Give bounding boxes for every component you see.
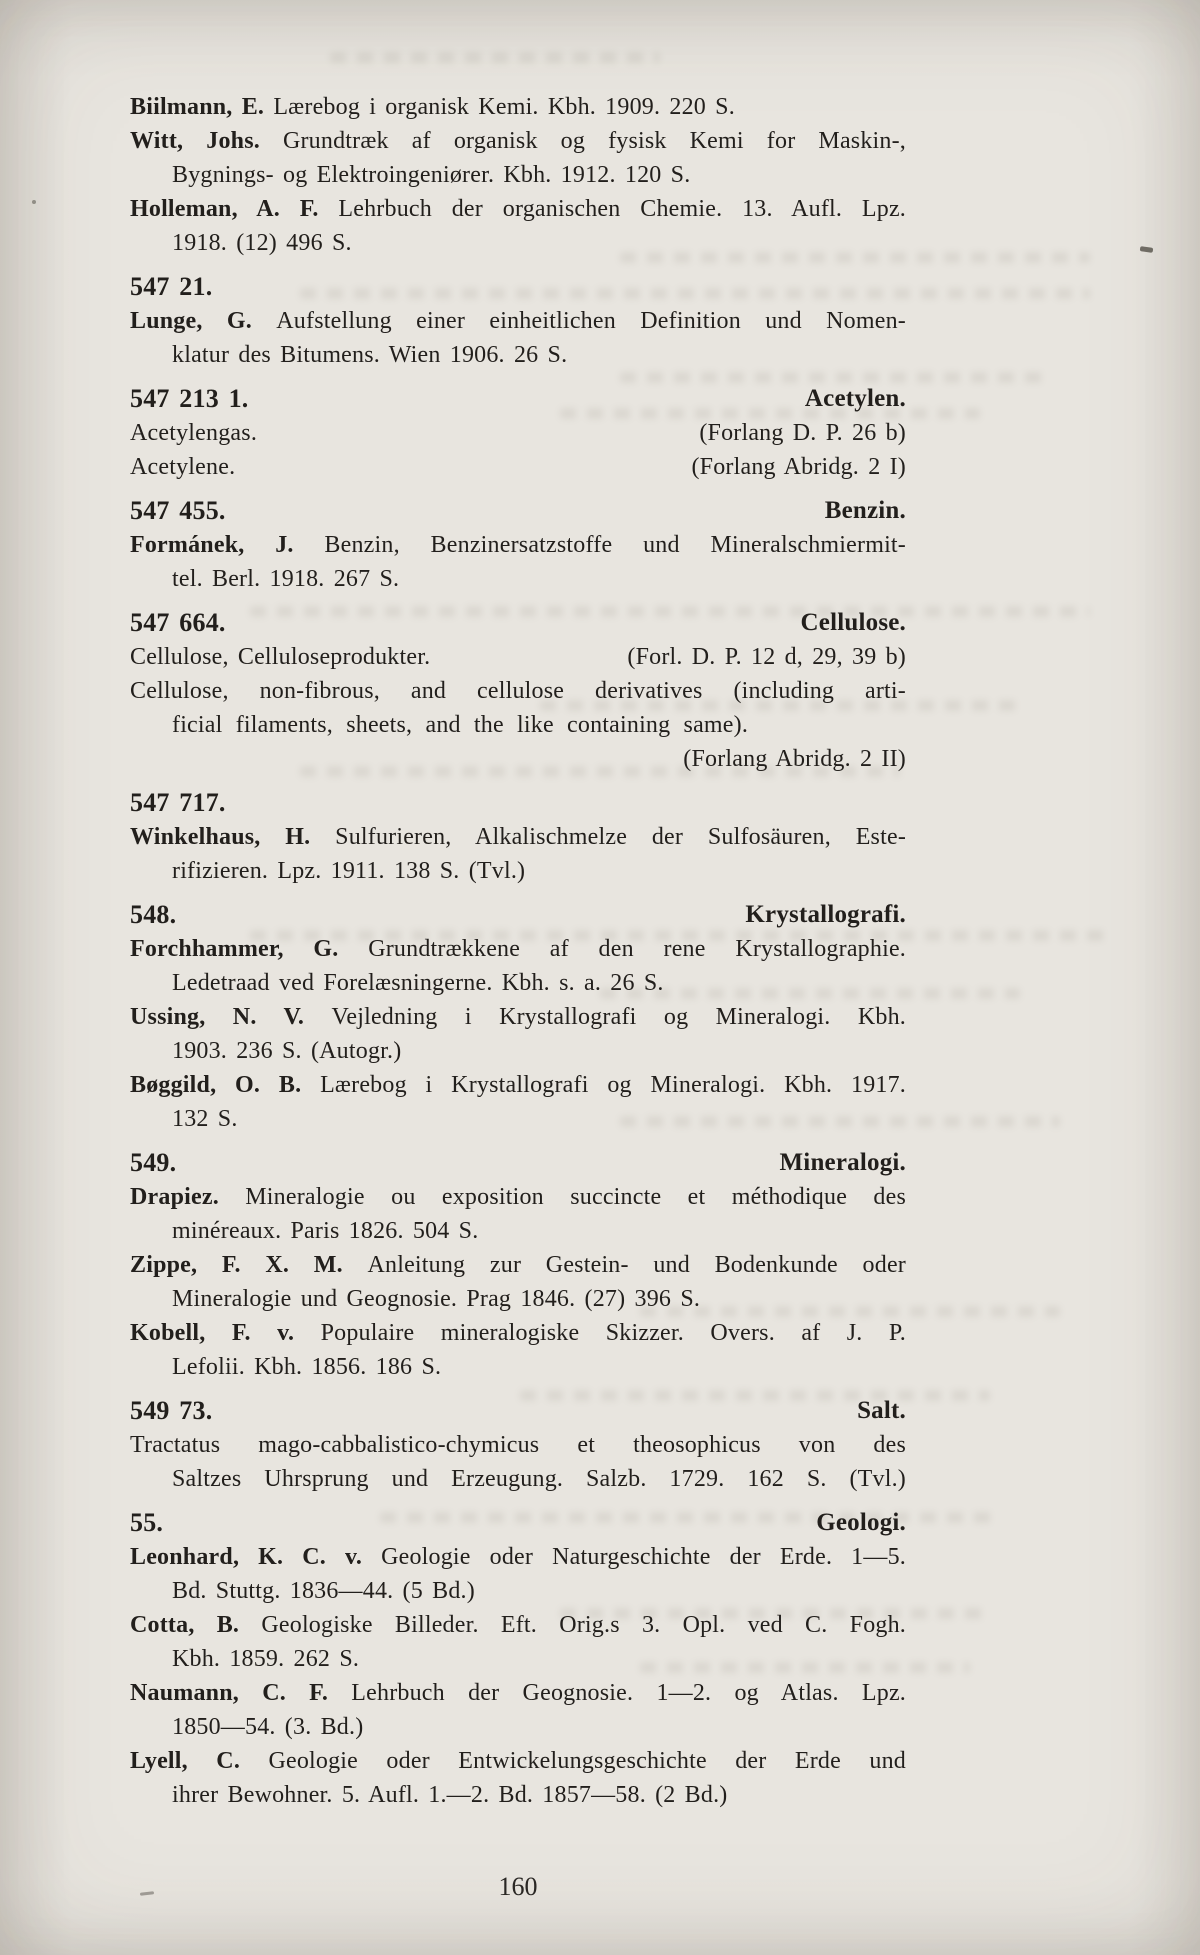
- entry-author: Witt, Johs.: [130, 128, 283, 154]
- bibliography-line: [130, 1428, 906, 1462]
- category-heading: Benzin.: [824, 497, 906, 524]
- scan-speck: [32, 200, 36, 204]
- classification-line: [130, 270, 906, 304]
- bibliography-line: [130, 640, 906, 674]
- classification-number: 547 455.: [130, 496, 226, 525]
- entry-text: Lærebog i Krystallografi og Mineralogi. Kbh. 1917.: [320, 1072, 907, 1098]
- entry-author: Leonhard, K. C. v.: [130, 1544, 382, 1570]
- entry-text: Geologie oder Entwickelungsgeschichte der Erde und: [268, 1748, 906, 1774]
- classification-line: [130, 606, 906, 640]
- entry-text: 1918. (12) 496 S.: [172, 230, 352, 256]
- entry-text: tel. Berl. 1918. 267 S.: [172, 566, 400, 592]
- entry-text: Geologiske Billeder. Eft. Orig.s 3. Opl. ved C. Fogh.: [261, 1612, 907, 1638]
- bibliography-line: [130, 90, 906, 124]
- entry-text: Bd. Stuttg. 1836—44. (5 Bd.): [172, 1578, 475, 1604]
- entry-text: ficial filaments, sheets, and the like containing same).: [172, 712, 749, 738]
- bleed-through-ghost: [330, 52, 660, 63]
- bibliography-line: [130, 742, 906, 776]
- entry-author: Ussing, N. V.: [130, 1004, 332, 1030]
- entry-text: Kbh. 1859. 262 S.: [172, 1646, 360, 1672]
- entry-text: Grundtræk af organisk og fysisk Kemi for Maskin-,: [282, 128, 906, 154]
- classification-number: 547 717.: [130, 788, 226, 817]
- reference-note: (Forlang Abridg. 2 II): [683, 746, 906, 772]
- bibliography-line: [130, 1608, 906, 1642]
- entry-text: Benzin, Benzinersatzstoffe und Mineralschmiermit-: [324, 532, 906, 558]
- entry-text: ihrer Bewohner. 5. Aufl. 1.—2. Bd. 1857—58. (2 Bd.): [172, 1782, 728, 1808]
- bibliography-line: [130, 1462, 906, 1496]
- bibliography-line: [130, 966, 906, 1000]
- classification-line: [130, 786, 906, 820]
- classification-line: [130, 898, 906, 932]
- bibliography-line: [130, 854, 906, 888]
- entry-text: Cellulose, Celluloseprodukter.: [130, 644, 431, 670]
- bibliography-line: [130, 1248, 906, 1282]
- bibliography-line: [130, 528, 906, 562]
- entry-author: Forchhammer, G.: [130, 936, 369, 962]
- entry-text: Geologie oder Naturgeschichte der Erde. 1—5.: [381, 1544, 906, 1570]
- scan-speck: [1140, 246, 1154, 253]
- bibliography-line: [130, 1214, 906, 1248]
- bibliography-line: [130, 124, 906, 158]
- entry-author: Drapiez.: [130, 1184, 246, 1210]
- bibliography-text-block: [130, 90, 906, 1812]
- classification-number: 547 213 1.: [130, 384, 249, 413]
- classification-number: 549 73.: [130, 1396, 213, 1425]
- bibliography-line: [130, 1102, 906, 1136]
- entry-author: Lunge, G.: [130, 308, 277, 334]
- bibliography-line: [130, 1350, 906, 1384]
- category-heading: Salt.: [857, 1397, 906, 1424]
- entry-author: Cotta, B.: [130, 1612, 262, 1638]
- bibliography-line: [130, 416, 906, 450]
- entry-text: Acetylene.: [130, 454, 236, 480]
- entry-text: Mineralogie ou exposition succincte et méthodique des: [245, 1184, 906, 1210]
- category-heading: Acetylen.: [804, 385, 906, 412]
- entry-text: Lehrbuch der Geognosie. 1—2. og Atlas. Lpz.: [351, 1680, 907, 1706]
- bibliography-line: [130, 226, 906, 260]
- entry-text: Saltzes Uhrsprung und Erzeugung. Salzb. 1729. 162 S. (Tvl.): [172, 1466, 906, 1492]
- entry-text: Ledetraad ved Forelæsningerne. Kbh. s. a. 26 S.: [172, 970, 664, 996]
- classification-line: [130, 1146, 906, 1180]
- entry-text: 1850—54. (3. Bd.): [172, 1714, 364, 1740]
- entry-author: Kobell, F. v.: [130, 1320, 321, 1346]
- bibliography-line: [130, 932, 906, 966]
- bibliography-line: [130, 1316, 906, 1350]
- entry-text: 132 S.: [172, 1106, 238, 1132]
- entry-author: Bøggild, O. B.: [130, 1072, 321, 1098]
- bibliography-line: [130, 562, 906, 596]
- bibliography-line: [130, 1710, 906, 1744]
- entry-text: 1903. 236 S. (Autogr.): [172, 1038, 402, 1064]
- entry-text: Anleitung zur Gestein- und Bodenkunde oder: [367, 1252, 907, 1278]
- bibliography-line: [130, 1000, 906, 1034]
- entry-author: Biilmann, E.: [130, 94, 274, 120]
- entry-text: rifizieren. Lpz. 1911. 138 S. (Tvl.): [172, 858, 526, 884]
- entry-text: klatur des Bitumens. Wien 1906. 26 S.: [172, 342, 568, 368]
- reference-note: (Forlang Abridg. 2 I): [691, 454, 906, 480]
- entry-text: Aufstellung einer einheitlichen Definition und Nomen-: [276, 308, 906, 334]
- entry-text: Lærebog i organisk Kemi. Kbh. 1909. 220 S.: [273, 94, 735, 120]
- entry-author: Naumann, C. F.: [130, 1680, 352, 1706]
- page-number: 160: [498, 1872, 538, 1901]
- bibliography-line: [130, 708, 906, 742]
- classification-number: 548.: [130, 900, 177, 929]
- category-heading: Krystallografi.: [745, 901, 906, 928]
- bibliography-line: [130, 158, 906, 192]
- entry-text: Lefolii. Kbh. 1856. 186 S.: [172, 1354, 442, 1380]
- entry-text: Lehrbuch der organischen Chemie. 13. Aufl. Lpz.: [338, 196, 906, 222]
- entry-author: Winkelhaus, H.: [130, 824, 336, 850]
- bibliography-line: [130, 450, 906, 484]
- classification-number: 547 664.: [130, 608, 226, 637]
- entry-text: Mineralogie und Geognosie. Prag 1846. (27) 396 S.: [172, 1286, 701, 1312]
- category-heading: Geologi.: [816, 1509, 906, 1536]
- bibliography-line: [130, 338, 906, 372]
- classification-number: 549.: [130, 1148, 177, 1177]
- bibliography-line: [130, 1574, 906, 1608]
- entry-author: Lyell, C.: [130, 1748, 269, 1774]
- classification-line: [130, 382, 906, 416]
- entry-author: Formánek, J.: [130, 532, 325, 558]
- bibliography-line: [130, 674, 906, 708]
- bibliography-line: [130, 192, 906, 226]
- bibliography-line: [130, 1180, 906, 1214]
- classification-line: [130, 1394, 906, 1428]
- category-heading: Mineralogi.: [779, 1149, 906, 1176]
- bibliography-line: [130, 1744, 906, 1778]
- bibliography-line: [130, 1540, 906, 1574]
- reference-note: (Forl. D. P. 12 d, 29, 39 b): [627, 644, 906, 670]
- entry-author: Zippe, F. X. M.: [130, 1252, 368, 1278]
- entry-text: Vejledning i Krystallografi og Mineralogi. Kbh.: [331, 1004, 906, 1030]
- classification-number: 55.: [130, 1508, 164, 1537]
- entry-author: Holleman, A. F.: [130, 196, 339, 222]
- bibliography-line: [130, 304, 906, 338]
- entry-text: Tractatus mago-cabbalistico-chymicus et theosophicus von des: [130, 1432, 906, 1458]
- reference-note: (Forlang D. P. 26 b): [699, 420, 906, 446]
- entry-text: minéreaux. Paris 1826. 504 S.: [172, 1218, 479, 1244]
- bibliography-line: [130, 1068, 906, 1102]
- bibliography-line: [130, 1034, 906, 1068]
- category-heading: Cellulose.: [800, 609, 906, 636]
- bibliography-line: [130, 1282, 906, 1316]
- entry-text: Acetylengas.: [130, 420, 258, 446]
- classification-line: [130, 494, 906, 528]
- bibliography-line: [130, 1676, 906, 1710]
- entry-text: Bygnings- og Elektroingeniører. Kbh. 1912. 120 S.: [172, 162, 691, 188]
- entry-text: Grundtrækkene af den rene Krystallographie.: [368, 936, 906, 962]
- entry-text: Populaire mineralogiske Skizzer. Overs. af J. P.: [320, 1320, 907, 1346]
- entry-text: Cellulose, non-fibrous, and cellulose derivatives (including arti-: [130, 678, 906, 704]
- bibliography-line: [130, 1642, 906, 1676]
- classification-line: [130, 1506, 906, 1540]
- bibliography-line: [130, 1778, 906, 1812]
- entry-text: Sulfurieren, Alkalischmelze der Sulfosäuren, Este-: [335, 824, 907, 850]
- classification-number: 547 21.: [130, 272, 213, 301]
- bibliography-line: [130, 820, 906, 854]
